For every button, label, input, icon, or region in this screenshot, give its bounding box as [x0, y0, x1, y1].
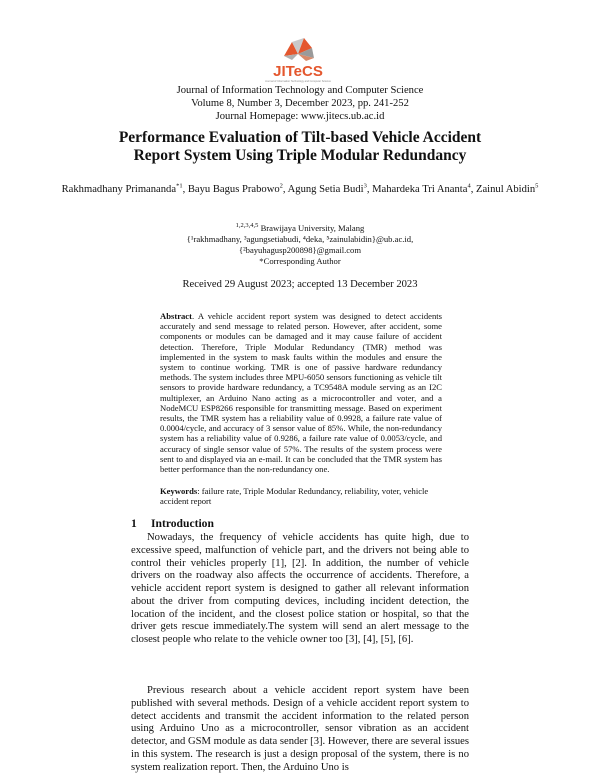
abstract-label: Abstract	[160, 311, 192, 321]
author-sep: ,	[470, 184, 476, 195]
author-sep: ,	[366, 184, 373, 195]
author-name: Rakhmadhany Primananda	[61, 184, 177, 195]
author-name: Agung Setia Budi	[287, 184, 364, 195]
affiliation-name: Brawijaya University, Malang	[260, 223, 365, 233]
introduction-paragraph-2	[131, 685, 469, 774]
email-line-1: {¹rakhmadhany, ³agungsetiabudi, ⁴deka, ⁵zainulabidin}@ub.ac.id,	[186, 234, 414, 244]
author-sup: 2	[279, 182, 283, 190]
affiliation-sup: 1,2,3,4,5	[235, 222, 259, 230]
author-sup: 5	[535, 182, 539, 190]
jitecs-logo-graphic	[262, 34, 334, 84]
introduction-paragraph-1	[131, 532, 469, 647]
title-line-1: Performance Evaluation of Tilt-based Vehicle Accident	[118, 129, 482, 146]
paragraph-text: Previous research about a vehicle accident report system have been published with several methods. Design of a vehicle accident report system to detect accidents and transmit the accident information to the related person using Arduino Uno as a microcontroller, sensor vibration as an accident detector, and GSM module as data sender [3]. However, there are several issues in this system. The research is just a design proposal of the system, there is no system realization report. Then, the Arduino Uno is	[131, 685, 469, 773]
affiliation	[0, 223, 600, 234]
paragraph-text: Nowadays, the frequency of vehicle accidents has quite high, due to excessive speed, malfunction of vehicle part, and the drivers not being able to control their vehicles properly [1], [2]. In addition, the number of vehicle drivers on the roadway also affects the occurrence of accidents. Therefore, a vehicle accident report system is designed to gather all relevant information about the driver from computing devices, including incident detection, the location of the incident, and the closest police station or hospital, so that the driver gets rescue immediately.The system will send an alert message to the closest people who relate to the vehicle owner too [3], [4], [5], [6].	[131, 532, 469, 645]
author-name: Bayu Bagus Prabowo	[187, 184, 280, 195]
section-title: Introduction	[151, 517, 214, 530]
author-name: Zainul Abidin	[475, 184, 536, 195]
section-heading	[131, 517, 214, 530]
author-sup: 3	[363, 182, 367, 190]
keywords-label: Keywords	[160, 486, 198, 496]
author-sup: *1	[176, 182, 183, 190]
received-dates: Received 29 August 2023; accepted 13 December 2023	[182, 279, 418, 290]
journal-volume: Volume 8, Number 3, December 2023, pp. 241-252	[191, 98, 409, 109]
corresponding-author: *Corresponding Author	[259, 256, 341, 266]
journal-logo	[262, 34, 334, 84]
journal-name: Journal of Information Technology and Computer Science	[176, 85, 424, 96]
keywords	[160, 486, 442, 506]
affiliation-block	[0, 223, 600, 267]
author-sup: 4	[467, 182, 471, 190]
journal-header	[0, 84, 600, 123]
section-number: 1	[131, 517, 137, 530]
title-line-2: Report System Using Triple Modular Redundancy	[133, 147, 467, 164]
author-sep: ,	[282, 184, 288, 195]
abstract	[160, 311, 442, 474]
paper-title	[0, 129, 600, 165]
abstract-text: . A vehicle accident report system was designed to detect accidents accurately and send message to related person. However, after accident, some components or modules can be damaged and it may cause failure of accident detection. Therefore, Triple Modular Redundancy (TMR) method was implemented in the system to mask faults within the modules and ensure the system to continue working. TMR is one of passive hardware redundancy methods. The system includes three MPU-6050 sensors functioning as vehicle tilt sensors to provide hardware redundancy, a TC9548A module serving as an I2C multiplexer, an Arduino Nano acting as a microcontroller and voter, and a NodeMCU ESP8266 responsible for transmitting message. Based on experiment results, the TMR system has a reliability value of 0.9928, a failure rate value of 0.0004/cycle, and accuracy of 3 sensor value of 85%. While, the non-redundancy system has a reliability value of 0.9286, a failure rate value of 0.0053/cycle, and accuracy of single sensor value of 57%. The results of the system process were sent to and displayed via an e-mail. It can be concluded that the TMR system has better performance than the non-redundancy one.	[160, 311, 442, 475]
author-sep: ,	[182, 184, 188, 195]
logo-tagline: Journal of Information Technology and Computer Science	[265, 80, 331, 83]
logo-emblem-icon	[284, 38, 314, 61]
journal-homepage: Journal Homepage: www.jitecs.ub.ac.id	[215, 111, 385, 122]
email-line-2: {²bayuhagusp200898}@gmail.com	[238, 245, 362, 255]
author-list	[0, 181, 600, 198]
logo-wordmark: JITeCS	[273, 63, 323, 80]
author-name: Mahardeka Tri Ananta	[372, 184, 468, 195]
keywords-text: : failure rate, Triple Modular Redundancy, reliability, voter, vehicle accident report	[160, 486, 429, 507]
